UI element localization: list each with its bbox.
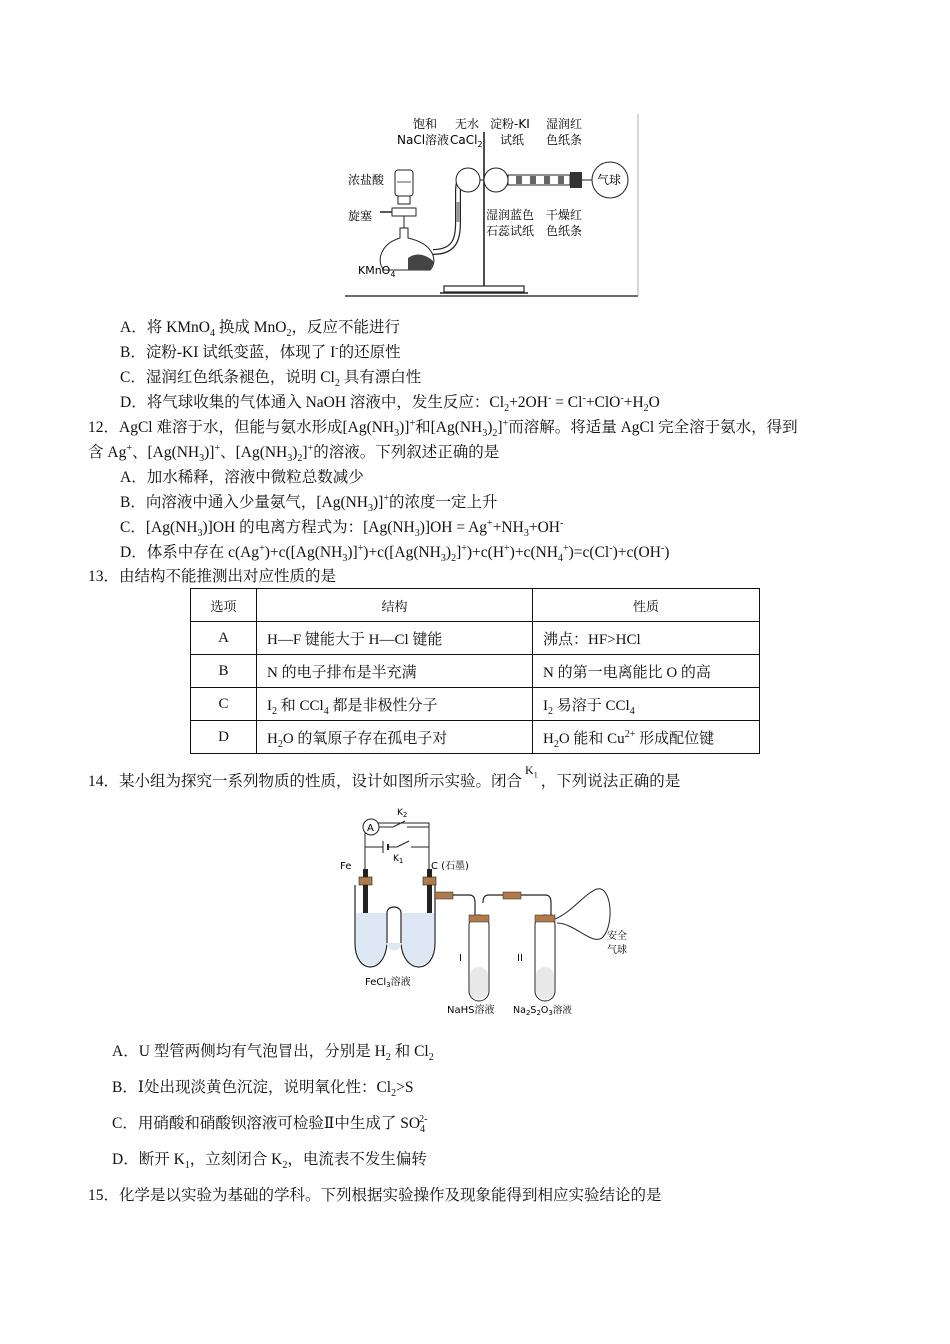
label-tube-ii: II <box>517 953 523 964</box>
label-cacl-line2: CaCl$_2$ <box>450 133 483 149</box>
q12-option-c[interactable]: C．$[Ag(NH_3)]OH$ 的电离方程式为：$[Ag(NH_3)]OH = Ag^++NH_3+OH^-$ <box>120 517 564 540</box>
row-b-property: N 的第一电离能比 O 的高 <box>533 655 760 688</box>
q12-stem-line2: 含 Ag+、$[Ag(NH_3)]^+$、$[Ag(NH_3)_2]^+$的溶液。下列叙述正确的是 <box>88 442 500 465</box>
row-b-structure: N 的电子排布是半充满 <box>257 655 533 688</box>
row-a-option: A <box>191 622 257 655</box>
q13-stem: 13．由结构不能推测出对应性质的是 <box>88 568 337 585</box>
q11-option-a[interactable]: A．将 KMnO$_4$ 换成 MnO$_2$，反应不能进行 <box>120 319 400 340</box>
header-property: 性质 <box>533 589 760 622</box>
table-row[interactable] <box>191 721 760 754</box>
label-nacl-line1: 饱和 <box>413 117 438 131</box>
table-header-row <box>191 589 760 622</box>
q13-table <box>190 588 760 754</box>
q14-option-a[interactable]: A．U 型管两侧均有气泡冒出，分别是 $H_2$ 和 $Cl_2$ <box>112 1043 434 1064</box>
label-dry-red-line1: 干燥红 <box>546 208 583 222</box>
row-d-structure: $H_2O$ 的氧原子存在孤电子对 <box>257 721 533 754</box>
q12-option-d[interactable]: D．体系中存在 $c(Ag^+)+c([Ag(NH_3)]^+)+c([Ag(NH_3)_2]^+)+c(H^+)+c(NH_4^+)=c(Cl^-)+c(OH^-)$ <box>120 542 670 565</box>
label-nahs: NaHS溶液 <box>447 1005 495 1016</box>
row-c-property: $I_2$ 易溶于 CCl$_4$ <box>533 688 760 721</box>
label-wet-red-line2: 色纸条 <box>546 133 583 147</box>
label-litmus-line1: 湿润蓝色 <box>486 208 535 222</box>
label-k1: $K_1$ <box>393 854 404 865</box>
q12-stem-line1: 12．AgCl 难溶于水，但能与氨水形成$[Ag(NH_3)]^+$和$[Ag(NH_3)_2]^+$而溶解。将适量 AgCl 完全溶于氨水，得到 <box>88 417 798 440</box>
header-structure: 结构 <box>257 589 533 622</box>
label-tube-i: I <box>459 953 462 964</box>
ammeter-letter: A <box>367 823 374 834</box>
q15-stem: 15．化学是以实验为基础的学科。下列根据实验操作及现象能得到相应实验结论的是 <box>88 1187 662 1204</box>
q11-option-d[interactable]: D．将气球收集的气体通入 NaOH 溶液中，发生反应：$Cl_2+2OH^- = Cl^-+ClO^-+H_2O$ <box>120 392 660 415</box>
label-kmno4: KMnO$_4$ <box>358 264 396 279</box>
q12-option-b[interactable]: B．向溶液中通入少量氨气，$[Ag(NH_3)]^+$的浓度一定上升 <box>120 492 498 515</box>
q11-option-c[interactable]: C．湿润红色纸条褪色，说明 $Cl_2$ 具有漂白性 <box>120 369 422 390</box>
label-ki-line1: 淀粉-KI <box>490 117 530 131</box>
label-dry-red-line2: 色纸条 <box>546 224 583 238</box>
q14-option-c[interactable]: C．用硝酸和硝酸钡溶液可检验Ⅱ中生成了 $SO_4^{2-}$ <box>112 1113 428 1136</box>
row-a-property: 沸点：HF>HCl <box>533 622 760 655</box>
label-c-graphite: C (石墨) <box>431 861 469 872</box>
row-d-option: D <box>191 721 257 754</box>
q12-option-a[interactable]: A．加水稀释，溶液中微粒总数减少 <box>120 469 364 486</box>
label-ki-line2: 试纸 <box>500 133 525 147</box>
q11-option-b[interactable]: B．淀粉-KI 试纸变蓝，体现了 I-的还原性 <box>120 342 401 361</box>
label-cacl-line1: 无水 <box>455 117 480 131</box>
label-fe: Fe <box>340 861 352 872</box>
q14-option-d[interactable]: D．断开 $K_1$，立刻闭合 $K_2$，电流表不发生偏转 <box>112 1151 427 1172</box>
table-row[interactable] <box>191 688 760 721</box>
row-c-structure: $I_2$ 和 CCl$_4$ 都是非极性分子 <box>257 688 533 721</box>
label-litmus-line2: 石蕊试纸 <box>486 224 535 238</box>
row-a-structure: H—F 键能大于 H—Cl 键能 <box>257 622 533 655</box>
label-nacl-line2: NaCl溶液 <box>397 133 450 147</box>
table-row[interactable] <box>191 622 760 655</box>
chlorine-apparatus-figure <box>340 112 640 302</box>
label-wet-red-line1: 湿润红 <box>546 117 583 131</box>
q14-stem: 14．某小组为探究一系列物质的性质，设计如图所示实验。闭合$^{K_1}$ ，下列说法正确的是 <box>88 763 681 790</box>
label-fecl3: FeCl$_3$溶液 <box>365 977 411 989</box>
row-b-option: B <box>191 655 257 688</box>
label-safety-balloon-line2: 气球 <box>607 945 627 956</box>
label-safety-balloon-line1: 安全 <box>607 931 627 942</box>
label-na2s2o3: $Na_2S_2O_3$溶液 <box>513 1005 572 1017</box>
electrolysis-figure <box>335 803 645 1018</box>
q14-option-b[interactable]: B．Ⅰ处出现淡黄色沉淀，说明氧化性：$Cl_2>S$ <box>112 1079 414 1100</box>
row-c-option: C <box>191 688 257 721</box>
label-valve: 旋塞 <box>348 209 373 223</box>
header-option: 选项 <box>191 589 257 622</box>
label-balloon: 气球 <box>597 173 622 187</box>
table-row[interactable] <box>191 655 760 688</box>
label-hcl: 浓盐酸 <box>348 173 385 187</box>
row-d-property: $H_2O$ 能和 $Cu^{2+}$ 形成配位键 <box>533 721 760 754</box>
label-k2: $K_2$ <box>397 808 408 819</box>
